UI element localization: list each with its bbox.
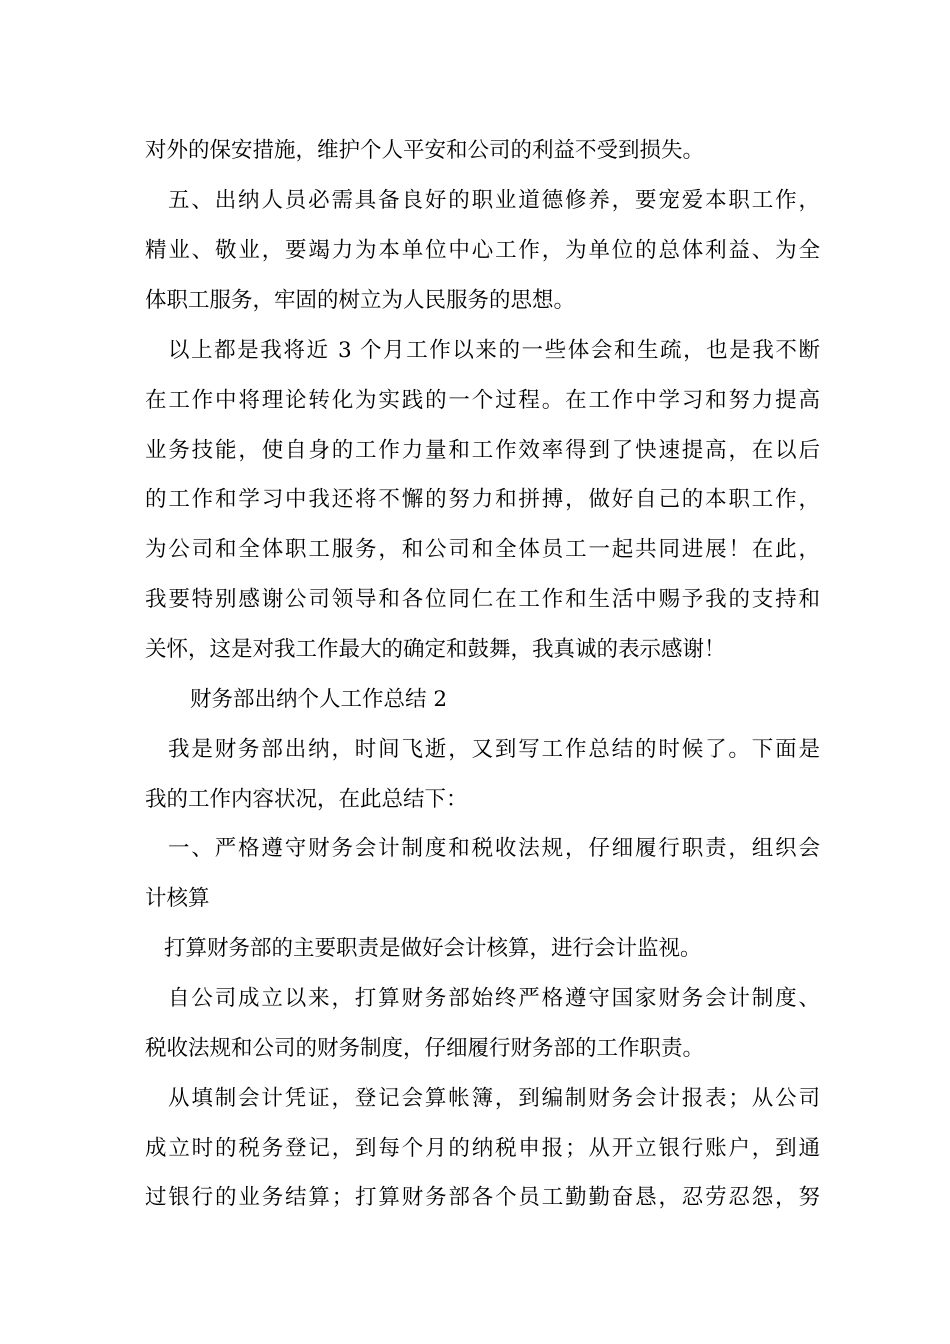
- text-line: 五、出纳人员必需具备良好的职业道德修养，要宠爱本职工作，: [168, 188, 820, 213]
- text-line: 计核算: [145, 886, 210, 911]
- text-line: 的工作和学习中我还将不懈的努力和拼搏，做好自己的本职工作，: [145, 487, 820, 512]
- text-line: 为公司和全体职工服务，和公司和全体员工一起共同进展！在此，: [145, 537, 820, 562]
- text-line: 精业、敬业，要竭力为本单位中心工作，为单位的总体利益、为全: [145, 238, 820, 263]
- text-line: 从填制会计凭证，登记会算帐簿，到编制财务会计报表；从公司: [168, 1086, 820, 1111]
- text-line: 成立时的税务登记，到每个月的纳税申报；从开立银行账户，到通: [145, 1136, 820, 1161]
- text-line: 打算财务部的主要职责是做好会计核算，进行会计监视。: [164, 936, 702, 961]
- text-line: 自公司成立以来，打算财务部始终严格遵守国家财务会计制度、: [168, 986, 820, 1011]
- text-line: 以上都是我将近 3 个月工作以来的一些体会和生疏，也是我不断: [168, 338, 820, 363]
- text-line: 一、严格遵守财务会计制度和税收法规，仔细履行职责，组织会: [168, 836, 820, 861]
- text-line: 过银行的业务结算；打算财务部各个员工勤勤奋恳，忍劳忍怨，努: [145, 1185, 820, 1210]
- text-line: 业务技能，使自身的工作力量和工作效率得到了快速提高，在以后: [145, 438, 820, 463]
- text-line: 体职工服务，牢固的树立为人民服务的思想。: [145, 288, 576, 313]
- text-line: 在工作中将理论转化为实践的一个过程。在工作中学习和努力提高: [145, 388, 820, 413]
- text-line: 关怀，这是对我工作最大的确定和鼓舞，我真诚的表示感谢！: [145, 637, 726, 662]
- text-line: 对外的保安措施，维护个人平安和公司的利益不受到损失。: [145, 138, 705, 163]
- section-heading: 财务部出纳个人工作总结 2: [190, 687, 448, 712]
- text-line: 税收法规和公司的财务制度，仔细履行财务部的工作职责。: [145, 1036, 705, 1061]
- text-line: 我要特别感谢公司领导和各位同仁在工作和生活中赐予我的支持和: [145, 587, 820, 612]
- text-line: 我是财务部出纳，时间飞逝，又到写工作总结的时候了。下面是: [168, 737, 820, 762]
- text-line: 我的工作内容状况，在此总结下：: [145, 787, 468, 812]
